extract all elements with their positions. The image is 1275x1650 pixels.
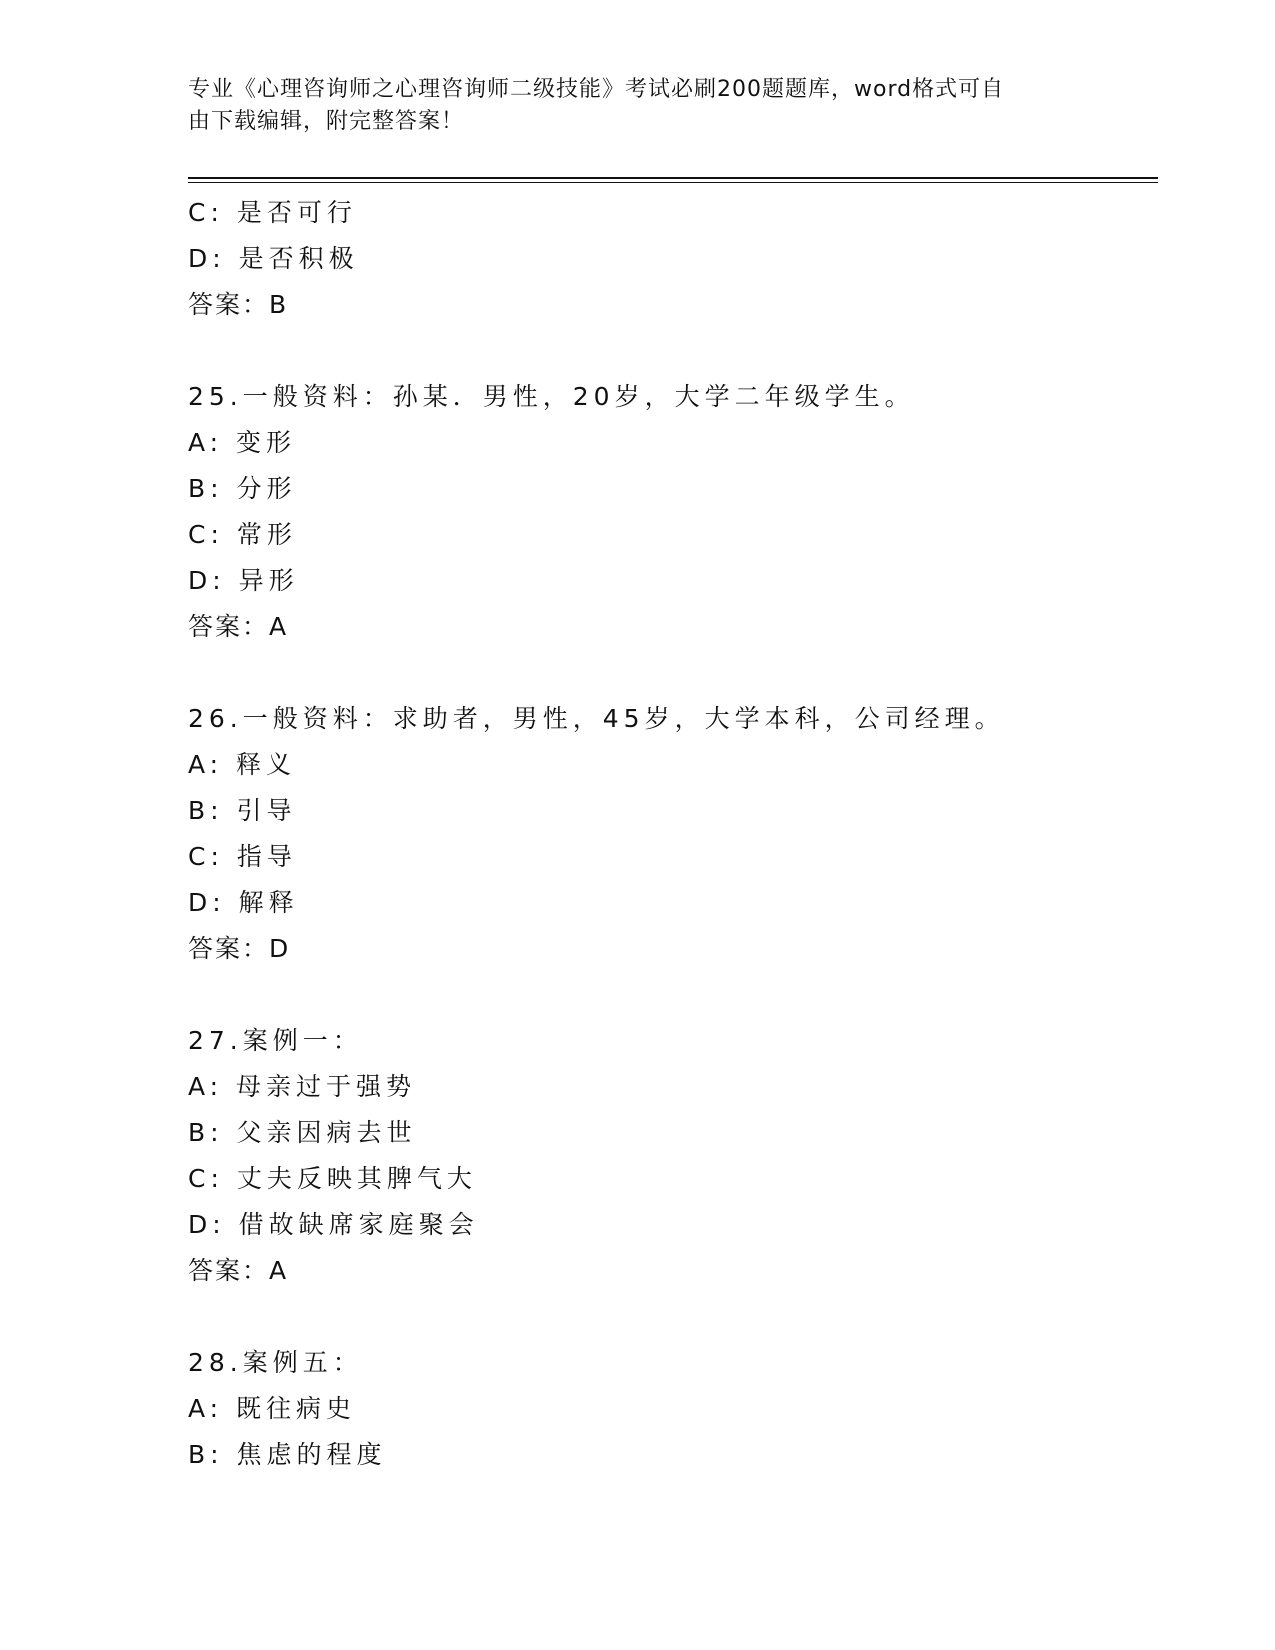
- blank-line: [188, 328, 1158, 374]
- option-text: B: 引导: [188, 796, 297, 825]
- question-text: 28.案例五：: [188, 1348, 363, 1377]
- header-divider-thick: [188, 177, 1158, 179]
- header-title-line-2: 由下载编辑，附完整答案！: [188, 109, 465, 134]
- option-text: A: 既往病史: [188, 1394, 357, 1423]
- answer-text: 答案：B: [188, 290, 289, 319]
- option-text: A: 释义: [188, 750, 297, 779]
- option-text: B: 分形: [188, 474, 297, 503]
- option-text: D: 借故缺席家庭聚会: [188, 1210, 479, 1239]
- option-text: D: 是否积极: [188, 244, 359, 273]
- header-title-line-1: 专业《心理咨询师之心理咨询师二级技能》考试必刷200题题库，word格式可自: [188, 77, 1005, 102]
- answer-text: 答案：A: [188, 1256, 289, 1285]
- question-list: [188, 190, 1158, 1478]
- option-text: C: 是否可行: [188, 198, 357, 227]
- option-text: B: 焦虑的程度: [188, 1440, 387, 1469]
- option-text: D: 异形: [188, 566, 299, 595]
- question-text: 27.案例一：: [188, 1026, 363, 1055]
- question-text: 26.一般资料：求助者，男性，45岁，大学本科，公司经理。: [188, 704, 1005, 733]
- option-text: C: 丈夫反映其脾气大: [188, 1164, 477, 1193]
- option-text: C: 指导: [188, 842, 297, 871]
- option-text: D: 解释: [188, 888, 299, 917]
- option-text: A: 变形: [188, 428, 297, 457]
- blank-line: [188, 1294, 1158, 1340]
- answer-text: 答案：A: [188, 612, 289, 641]
- question-text: 25.一般资料：孙某．男性，20岁，大学二年级学生。: [188, 382, 915, 411]
- blank-line: [188, 972, 1158, 1018]
- header-divider-thin: [188, 182, 1158, 183]
- document-header: [188, 74, 1088, 138]
- option-text: A: 母亲过于强势: [188, 1072, 417, 1101]
- option-text: B: 父亲因病去世: [188, 1118, 417, 1147]
- answer-text: 答案：D: [188, 934, 291, 963]
- blank-line: [188, 650, 1158, 696]
- option-text: C: 常形: [188, 520, 297, 549]
